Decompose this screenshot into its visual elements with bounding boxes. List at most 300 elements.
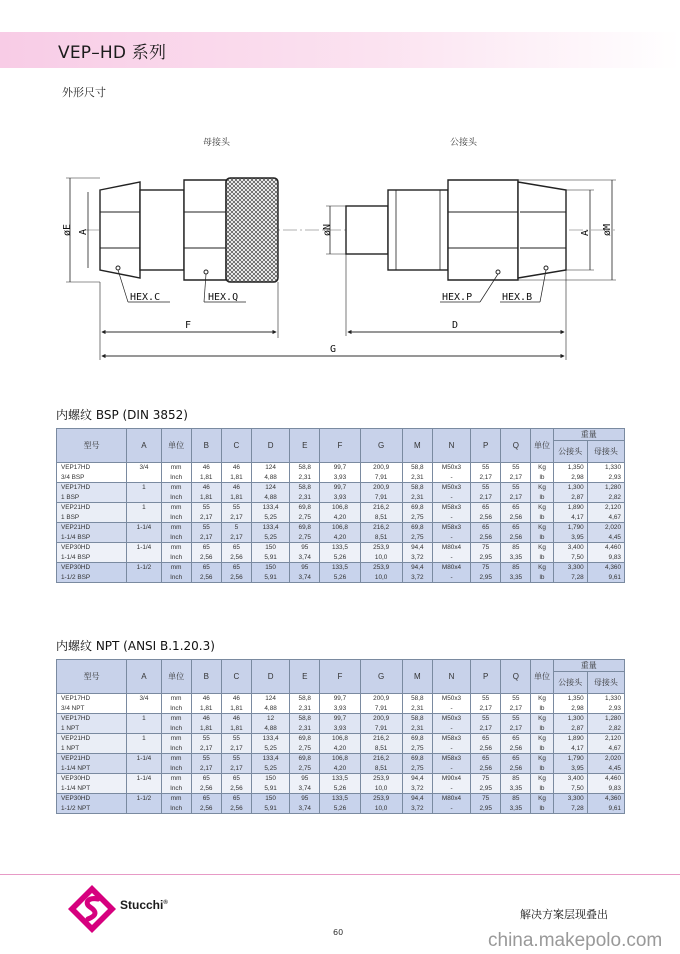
cell-f: 4,20 xyxy=(320,764,360,774)
col-header-female: 母接头 xyxy=(587,672,624,694)
label-hex-q: HEX.Q xyxy=(208,292,239,303)
cell-b: 46 xyxy=(191,714,221,724)
cell-d: 4,88 xyxy=(252,473,290,483)
cell-model: VEP21HD xyxy=(57,754,127,764)
cell-c: 1,81 xyxy=(221,493,251,503)
cell-q: 85 xyxy=(501,794,531,804)
cell-f: 106,8 xyxy=(320,523,360,533)
cell-d: 5,25 xyxy=(252,764,290,774)
cell-model: VEP21HD xyxy=(57,734,127,744)
cell-male: 1,300 xyxy=(553,483,587,493)
table-row xyxy=(57,473,625,483)
cell-e: 58,8 xyxy=(290,463,320,473)
cell-n: - xyxy=(432,573,470,583)
table-row xyxy=(57,553,625,563)
cell-model: VEP17HD xyxy=(57,483,127,493)
cell-unit2: Kg xyxy=(531,754,553,764)
col-header-c: C xyxy=(221,429,251,463)
cell-m: 2,75 xyxy=(402,744,432,754)
cell-d: 150 xyxy=(252,563,290,573)
cell-a xyxy=(127,804,161,814)
cell-b: 46 xyxy=(191,463,221,473)
table-row xyxy=(57,573,625,583)
cell-male: 2,87 xyxy=(553,493,587,503)
cell-d: 4,88 xyxy=(252,493,290,503)
col-header-g: G xyxy=(360,429,402,463)
dim-F: F xyxy=(185,320,192,331)
col-header-b: B xyxy=(191,429,221,463)
col-header-n: N xyxy=(432,429,470,463)
cell-e: 2,31 xyxy=(290,493,320,503)
cell-unit2: lb xyxy=(531,704,553,714)
cell-unit2: Kg xyxy=(531,523,553,533)
cell-g: 200,9 xyxy=(360,714,402,724)
cell-q: 85 xyxy=(501,543,531,553)
cell-p: 65 xyxy=(471,523,501,533)
cell-male: 3,300 xyxy=(553,794,587,804)
cell-b: 2,17 xyxy=(191,513,221,523)
cell-model: VEP17HD xyxy=(57,694,127,704)
cell-unit2: Kg xyxy=(531,794,553,804)
cell-model: 1-1/4 BSP xyxy=(57,553,127,563)
cell-p: 55 xyxy=(471,463,501,473)
cell-q: 3,35 xyxy=(501,553,531,563)
cell-p: 55 xyxy=(471,483,501,493)
cell-m: 2,31 xyxy=(402,473,432,483)
cell-unit: Inch xyxy=(161,804,191,814)
cell-p: 55 xyxy=(471,714,501,724)
cell-e: 2,31 xyxy=(290,724,320,734)
cell-q: 85 xyxy=(501,774,531,784)
col-header-q: Q xyxy=(501,660,531,694)
cell-f: 5,26 xyxy=(320,804,360,814)
cell-a xyxy=(127,533,161,543)
cell-q: 2,56 xyxy=(501,513,531,523)
table-row xyxy=(57,533,625,543)
cell-n: M80x4 xyxy=(432,794,470,804)
cell-n: - xyxy=(432,784,470,794)
cell-d: 124 xyxy=(252,694,290,704)
cell-b: 65 xyxy=(191,563,221,573)
cell-n: M80x4 xyxy=(432,563,470,573)
table-row xyxy=(57,804,625,814)
table-row xyxy=(57,714,625,724)
col-header-model: 型号 xyxy=(57,660,127,694)
cell-c: 2,17 xyxy=(221,533,251,543)
cell-a: 3/4 xyxy=(127,463,161,473)
cell-male: 1,890 xyxy=(553,734,587,744)
stucchi-logo-icon xyxy=(66,883,118,935)
page-title: VEP–HD 系列 xyxy=(58,43,167,63)
cell-m: 58,8 xyxy=(402,694,432,704)
cell-male: 4,17 xyxy=(553,513,587,523)
cell-female: 4,460 xyxy=(587,543,624,553)
cell-d: 4,88 xyxy=(252,704,290,714)
cell-unit2: lb xyxy=(531,573,553,583)
cell-q: 55 xyxy=(501,463,531,473)
cell-g: 8,51 xyxy=(360,513,402,523)
cell-female: 2,82 xyxy=(587,493,624,503)
cell-n: M50x3 xyxy=(432,483,470,493)
cell-m: 2,75 xyxy=(402,533,432,543)
cell-unit: mm xyxy=(161,483,191,493)
cell-c: 65 xyxy=(221,563,251,573)
cell-female: 4,45 xyxy=(587,533,624,543)
cell-f: 133,5 xyxy=(320,543,360,553)
cell-q: 2,56 xyxy=(501,533,531,543)
cell-male: 1,790 xyxy=(553,754,587,764)
cell-a: 3/4 xyxy=(127,694,161,704)
cell-female: 2,93 xyxy=(587,704,624,714)
cell-b: 55 xyxy=(191,523,221,533)
cell-g: 253,9 xyxy=(360,794,402,804)
cell-q: 65 xyxy=(501,503,531,513)
cell-a xyxy=(127,704,161,714)
dim-phiE: øE xyxy=(62,223,73,236)
cell-model: VEP21HD xyxy=(57,503,127,513)
cell-a xyxy=(127,473,161,483)
col-header-f: F xyxy=(320,429,360,463)
cell-g: 10,0 xyxy=(360,553,402,563)
cell-d: 5,91 xyxy=(252,804,290,814)
cell-a: 1-1/4 xyxy=(127,523,161,533)
cell-male: 2,98 xyxy=(553,704,587,714)
cell-b: 2,56 xyxy=(191,784,221,794)
female-coupler-drawing xyxy=(100,178,278,282)
dim-A-right: A xyxy=(580,229,591,236)
cell-n: - xyxy=(432,744,470,754)
cell-n: - xyxy=(432,513,470,523)
cell-q: 65 xyxy=(501,734,531,744)
cell-g: 8,51 xyxy=(360,533,402,543)
cell-d: 5,91 xyxy=(252,553,290,563)
cell-e: 3,74 xyxy=(290,784,320,794)
cell-male: 4,17 xyxy=(553,744,587,754)
cell-n: M58x3 xyxy=(432,523,470,533)
table-row xyxy=(57,754,625,764)
cell-e: 3,74 xyxy=(290,804,320,814)
cell-model: 1-1/4 NPT xyxy=(57,764,127,774)
cell-b: 55 xyxy=(191,734,221,744)
cell-p: 75 xyxy=(471,774,501,784)
cell-female: 9,61 xyxy=(587,573,624,583)
cell-unit: mm xyxy=(161,463,191,473)
cell-n: M58x3 xyxy=(432,734,470,744)
cell-q: 65 xyxy=(501,754,531,764)
cell-q: 2,17 xyxy=(501,724,531,734)
table-row xyxy=(57,724,625,734)
female-coupler-caption: 母接头 xyxy=(203,138,231,148)
col-header-c: C xyxy=(221,660,251,694)
cell-c: 2,17 xyxy=(221,744,251,754)
cell-f: 5,26 xyxy=(320,784,360,794)
cell-model: 1-1/2 BSP xyxy=(57,573,127,583)
cell-q: 55 xyxy=(501,714,531,724)
cell-model: VEP17HD xyxy=(57,463,127,473)
table-row xyxy=(57,704,625,714)
cell-unit: mm xyxy=(161,503,191,513)
cell-model: VEP30HD xyxy=(57,794,127,804)
cell-g: 10,0 xyxy=(360,784,402,794)
cell-e: 2,75 xyxy=(290,764,320,774)
cell-female: 1,280 xyxy=(587,714,624,724)
page-number: 60 xyxy=(333,928,344,937)
spec-table-bsp xyxy=(56,428,625,583)
cell-unit: mm xyxy=(161,734,191,744)
cell-d: 5,91 xyxy=(252,784,290,794)
table-row xyxy=(57,734,625,744)
cell-d: 124 xyxy=(252,463,290,473)
dim-phiM: øM xyxy=(602,223,613,236)
cell-female: 4,460 xyxy=(587,774,624,784)
spec-table-npt xyxy=(56,659,625,814)
cell-c: 46 xyxy=(221,463,251,473)
cell-p: 75 xyxy=(471,563,501,573)
cell-p: 2,95 xyxy=(471,573,501,583)
col-header-weight: 重量 xyxy=(553,429,624,441)
cell-c: 2,17 xyxy=(221,764,251,774)
cell-unit2: Kg xyxy=(531,483,553,493)
cell-d: 150 xyxy=(252,543,290,553)
cell-f: 3,93 xyxy=(320,704,360,714)
cell-f: 4,20 xyxy=(320,533,360,543)
cell-m: 3,72 xyxy=(402,784,432,794)
brand-mark: ® xyxy=(163,900,168,906)
cell-a xyxy=(127,573,161,583)
cell-b: 65 xyxy=(191,794,221,804)
cell-m: 3,72 xyxy=(402,553,432,563)
cell-female: 1,280 xyxy=(587,483,624,493)
cell-n: - xyxy=(432,704,470,714)
label-hex-p: HEX.P xyxy=(442,292,473,303)
cell-a xyxy=(127,513,161,523)
cell-model: 1-1/4 NPT xyxy=(57,784,127,794)
cell-female: 1,330 xyxy=(587,694,624,704)
cell-a: 1-1/2 xyxy=(127,794,161,804)
cell-female: 4,67 xyxy=(587,744,624,754)
cell-e: 95 xyxy=(290,794,320,804)
cell-q: 2,17 xyxy=(501,493,531,503)
cell-female: 2,82 xyxy=(587,724,624,734)
col-header-n: N xyxy=(432,660,470,694)
cell-g: 200,9 xyxy=(360,483,402,493)
cell-unit2: lb xyxy=(531,473,553,483)
cell-p: 75 xyxy=(471,543,501,553)
cell-a: 1 xyxy=(127,483,161,493)
cell-a xyxy=(127,553,161,563)
cell-f: 99,7 xyxy=(320,694,360,704)
cell-unit: mm xyxy=(161,694,191,704)
cell-n: M50x3 xyxy=(432,714,470,724)
cell-g: 200,9 xyxy=(360,694,402,704)
cell-f: 106,8 xyxy=(320,754,360,764)
cell-m: 69,8 xyxy=(402,523,432,533)
cell-unit2: Kg xyxy=(531,734,553,744)
cell-male: 3,300 xyxy=(553,563,587,573)
col-header-p: P xyxy=(471,429,501,463)
col-header-male: 公接头 xyxy=(553,672,587,694)
cell-b: 65 xyxy=(191,543,221,553)
cell-q: 3,35 xyxy=(501,573,531,583)
cell-p: 65 xyxy=(471,754,501,764)
cell-b: 2,56 xyxy=(191,573,221,583)
col-header-unit2: 单位 xyxy=(531,660,553,694)
cell-b: 55 xyxy=(191,754,221,764)
cell-a: 1 xyxy=(127,714,161,724)
cell-male: 7,28 xyxy=(553,804,587,814)
cell-g: 216,2 xyxy=(360,734,402,744)
cell-n: - xyxy=(432,724,470,734)
col-header-e: E xyxy=(290,429,320,463)
cell-d: 133,4 xyxy=(252,503,290,513)
cell-b: 55 xyxy=(191,503,221,513)
cell-unit2: lb xyxy=(531,744,553,754)
watermark: china.makepolo.com xyxy=(488,930,663,951)
cell-p: 55 xyxy=(471,694,501,704)
cell-n: - xyxy=(432,493,470,503)
cell-unit: mm xyxy=(161,543,191,553)
table-row xyxy=(57,563,625,573)
cell-e: 69,8 xyxy=(290,734,320,744)
cell-m: 94,4 xyxy=(402,563,432,573)
cell-d: 12 xyxy=(252,714,290,724)
cell-f: 5,26 xyxy=(320,553,360,563)
cell-unit: Inch xyxy=(161,704,191,714)
cell-g: 253,9 xyxy=(360,774,402,784)
cell-n: - xyxy=(432,764,470,774)
cell-f: 106,8 xyxy=(320,503,360,513)
cell-a: 1-1/4 xyxy=(127,543,161,553)
cell-e: 3,74 xyxy=(290,553,320,563)
cell-female: 2,020 xyxy=(587,754,624,764)
cell-q: 2,17 xyxy=(501,473,531,483)
cell-unit2: lb xyxy=(531,784,553,794)
cell-f: 3,93 xyxy=(320,724,360,734)
section-label: 外形尺寸 xyxy=(62,86,106,99)
cell-c: 2,56 xyxy=(221,784,251,794)
cell-c: 1,81 xyxy=(221,704,251,714)
cell-n: M80x4 xyxy=(432,543,470,553)
cell-female: 2,020 xyxy=(587,523,624,533)
cell-a xyxy=(127,764,161,774)
cell-unit: mm xyxy=(161,754,191,764)
cell-d: 150 xyxy=(252,794,290,804)
cell-b: 1,81 xyxy=(191,704,221,714)
cell-d: 150 xyxy=(252,774,290,784)
cell-unit2: Kg xyxy=(531,503,553,513)
table-row xyxy=(57,694,625,704)
cell-p: 2,17 xyxy=(471,724,501,734)
cell-g: 8,51 xyxy=(360,744,402,754)
col-header-unit2: 单位 xyxy=(531,429,553,463)
cell-unit2: lb xyxy=(531,493,553,503)
table-row xyxy=(57,543,625,553)
cell-a: 1 xyxy=(127,734,161,744)
cell-model: VEP30HD xyxy=(57,543,127,553)
cell-model: VEP17HD xyxy=(57,714,127,724)
cell-model: 1-1/4 BSP xyxy=(57,533,127,543)
cell-g: 253,9 xyxy=(360,563,402,573)
cell-m: 94,4 xyxy=(402,794,432,804)
cell-male: 1,890 xyxy=(553,503,587,513)
cell-a xyxy=(127,724,161,734)
cell-n: - xyxy=(432,804,470,814)
cell-e: 2,75 xyxy=(290,513,320,523)
cell-m: 3,72 xyxy=(402,804,432,814)
table-row xyxy=(57,483,625,493)
cell-model: 3/4 BSP xyxy=(57,473,127,483)
cell-n: - xyxy=(432,473,470,483)
cell-male: 1,350 xyxy=(553,463,587,473)
cell-q: 2,56 xyxy=(501,764,531,774)
cell-unit2: Kg xyxy=(531,714,553,724)
cell-e: 58,8 xyxy=(290,483,320,493)
table-row xyxy=(57,744,625,754)
cell-g: 216,2 xyxy=(360,754,402,764)
cell-a: 1 xyxy=(127,503,161,513)
cell-d: 5,25 xyxy=(252,744,290,754)
cell-e: 69,8 xyxy=(290,503,320,513)
cell-female: 4,67 xyxy=(587,513,624,523)
col-header-m: M xyxy=(402,429,432,463)
cell-b: 2,17 xyxy=(191,764,221,774)
cell-unit: Inch xyxy=(161,573,191,583)
cell-m: 94,4 xyxy=(402,543,432,553)
cell-f: 106,8 xyxy=(320,734,360,744)
cell-female: 9,83 xyxy=(587,784,624,794)
cell-e: 58,8 xyxy=(290,714,320,724)
cell-c: 46 xyxy=(221,483,251,493)
cell-unit: Inch xyxy=(161,724,191,734)
cell-e: 3,74 xyxy=(290,573,320,583)
cell-g: 10,0 xyxy=(360,804,402,814)
cell-e: 2,75 xyxy=(290,744,320,754)
cell-m: 2,31 xyxy=(402,493,432,503)
cell-model: 1 NPT xyxy=(57,744,127,754)
cell-e: 2,31 xyxy=(290,473,320,483)
cell-female: 2,120 xyxy=(587,503,624,513)
table-title-npt: 内螺纹 NPT (ANSI B.1.20.3) xyxy=(56,639,215,653)
col-header-d: D xyxy=(252,660,290,694)
cell-f: 5,26 xyxy=(320,573,360,583)
table-row xyxy=(57,774,625,784)
cell-model: 1 BSP xyxy=(57,493,127,503)
col-header-unit: 单位 xyxy=(161,660,191,694)
cell-q: 3,35 xyxy=(501,784,531,794)
col-header-p: P xyxy=(471,660,501,694)
cell-male: 7,50 xyxy=(553,784,587,794)
cell-a: 1-1/2 xyxy=(127,563,161,573)
cell-c: 46 xyxy=(221,714,251,724)
cell-c: 65 xyxy=(221,543,251,553)
cell-q: 2,17 xyxy=(501,704,531,714)
cell-male: 1,350 xyxy=(553,694,587,704)
cell-f: 133,5 xyxy=(320,794,360,804)
cell-f: 133,5 xyxy=(320,774,360,784)
male-coupler-drawing xyxy=(346,180,566,280)
cell-c: 55 xyxy=(221,754,251,764)
cell-unit2: lb xyxy=(531,764,553,774)
cell-unit: Inch xyxy=(161,513,191,523)
cell-d: 5,25 xyxy=(252,533,290,543)
table-row xyxy=(57,523,625,533)
cell-p: 2,56 xyxy=(471,513,501,523)
cell-g: 8,51 xyxy=(360,764,402,774)
cell-d: 133,4 xyxy=(252,734,290,744)
cell-b: 2,17 xyxy=(191,533,221,543)
cell-model: VEP30HD xyxy=(57,774,127,784)
cell-f: 4,20 xyxy=(320,744,360,754)
